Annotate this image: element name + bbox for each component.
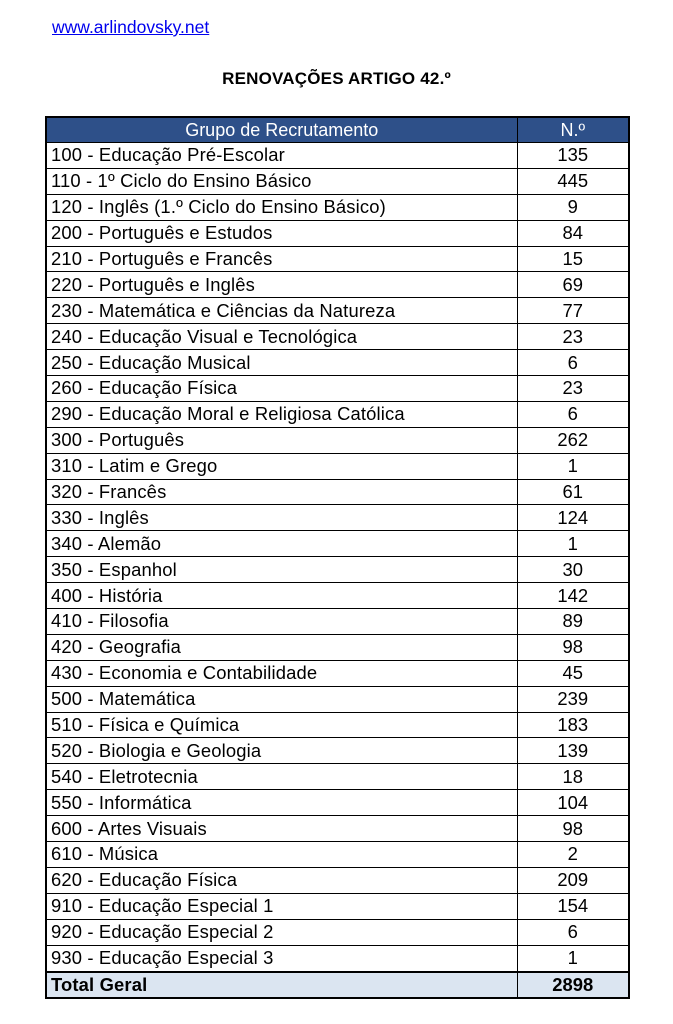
table-row bbox=[46, 194, 629, 220]
table-row bbox=[46, 660, 629, 686]
recruitment-group-cell: 920 - Educação Especial 2 bbox=[46, 919, 517, 945]
table-row bbox=[46, 220, 629, 246]
recruitment-group-cell: 110 - 1º Ciclo do Ensino Básico bbox=[46, 168, 517, 194]
table-row bbox=[46, 427, 629, 453]
table-row bbox=[46, 531, 629, 557]
count-cell: 135 bbox=[517, 143, 629, 169]
count-cell: 98 bbox=[517, 634, 629, 660]
recruitment-group-cell: 320 - Francês bbox=[46, 479, 517, 505]
table-row bbox=[46, 246, 629, 272]
recruitment-group-cell: 910 - Educação Especial 1 bbox=[46, 893, 517, 919]
table-row bbox=[46, 350, 629, 376]
count-cell: 89 bbox=[517, 609, 629, 635]
table-row bbox=[46, 505, 629, 531]
table-row bbox=[46, 479, 629, 505]
count-cell: 84 bbox=[517, 220, 629, 246]
count-cell: 2 bbox=[517, 842, 629, 868]
count-cell: 69 bbox=[517, 272, 629, 298]
count-cell: 104 bbox=[517, 790, 629, 816]
table-row bbox=[46, 272, 629, 298]
table-row bbox=[46, 634, 629, 660]
table-row bbox=[46, 867, 629, 893]
total-count: 2898 bbox=[517, 972, 629, 999]
table-row bbox=[46, 790, 629, 816]
recruitment-group-cell: 230 - Matemática e Ciências da Natureza bbox=[46, 298, 517, 324]
recruitment-group-cell: 200 - Português e Estudos bbox=[46, 220, 517, 246]
table-row bbox=[46, 143, 629, 169]
table-row bbox=[46, 401, 629, 427]
count-cell: 1 bbox=[517, 945, 629, 971]
table-header-row bbox=[46, 117, 629, 143]
count-cell: 45 bbox=[517, 660, 629, 686]
count-cell: 1 bbox=[517, 531, 629, 557]
recruitment-group-cell: 100 - Educação Pré-Escolar bbox=[46, 143, 517, 169]
recruitment-group-cell: 550 - Informática bbox=[46, 790, 517, 816]
total-row bbox=[46, 972, 629, 999]
recruitment-group-cell: 540 - Eletrotecnia bbox=[46, 764, 517, 790]
recruitment-group-cell: 290 - Educação Moral e Religiosa Católica bbox=[46, 401, 517, 427]
count-cell: 6 bbox=[517, 919, 629, 945]
recruitment-group-cell: 330 - Inglês bbox=[46, 505, 517, 531]
recruitment-group-cell: 340 - Alemão bbox=[46, 531, 517, 557]
table-row bbox=[46, 298, 629, 324]
recruitment-group-cell: 260 - Educação Física bbox=[46, 376, 517, 402]
table-row bbox=[46, 583, 629, 609]
recruitment-group-cell: 300 - Português bbox=[46, 427, 517, 453]
count-cell: 154 bbox=[517, 893, 629, 919]
count-cell: 209 bbox=[517, 867, 629, 893]
count-cell: 139 bbox=[517, 738, 629, 764]
recruitment-group-cell: 420 - Geografia bbox=[46, 634, 517, 660]
count-cell: 18 bbox=[517, 764, 629, 790]
table-row bbox=[46, 945, 629, 971]
recruitment-group-cell: 520 - Biologia e Geologia bbox=[46, 738, 517, 764]
recruitment-group-cell: 250 - Educação Musical bbox=[46, 350, 517, 376]
table-row bbox=[46, 557, 629, 583]
count-cell: 239 bbox=[517, 686, 629, 712]
table-row bbox=[46, 324, 629, 350]
count-cell: 23 bbox=[517, 376, 629, 402]
recruitment-group-cell: 600 - Artes Visuais bbox=[46, 816, 517, 842]
table-row bbox=[46, 816, 629, 842]
table-row bbox=[46, 453, 629, 479]
count-cell: 15 bbox=[517, 246, 629, 272]
count-cell: 30 bbox=[517, 557, 629, 583]
count-cell: 183 bbox=[517, 712, 629, 738]
table-row bbox=[46, 168, 629, 194]
recruitment-table bbox=[45, 116, 630, 999]
recruitment-group-cell: 210 - Português e Francês bbox=[46, 246, 517, 272]
table-row bbox=[46, 609, 629, 635]
recruitment-group-cell: 510 - Física e Química bbox=[46, 712, 517, 738]
table-row bbox=[46, 738, 629, 764]
count-cell: 262 bbox=[517, 427, 629, 453]
table-row bbox=[46, 893, 629, 919]
column-header-count: N.º bbox=[517, 117, 629, 143]
recruitment-group-cell: 240 - Educação Visual e Tecnológica bbox=[46, 324, 517, 350]
recruitment-group-cell: 400 - História bbox=[46, 583, 517, 609]
recruitment-group-cell: 350 - Espanhol bbox=[46, 557, 517, 583]
recruitment-group-cell: 310 - Latim e Grego bbox=[46, 453, 517, 479]
page-title: RENOVAÇÕES ARTIGO 42.º bbox=[222, 69, 451, 88]
count-cell: 98 bbox=[517, 816, 629, 842]
recruitment-group-cell: 500 - Matemática bbox=[46, 686, 517, 712]
count-cell: 77 bbox=[517, 298, 629, 324]
recruitment-group-cell: 620 - Educação Física bbox=[46, 867, 517, 893]
count-cell: 445 bbox=[517, 168, 629, 194]
count-cell: 124 bbox=[517, 505, 629, 531]
count-cell: 1 bbox=[517, 453, 629, 479]
column-header-group: Grupo de Recrutamento bbox=[46, 117, 517, 143]
count-cell: 6 bbox=[517, 350, 629, 376]
table-body bbox=[46, 143, 629, 972]
table-row bbox=[46, 686, 629, 712]
table-row bbox=[46, 764, 629, 790]
recruitment-group-cell: 930 - Educação Especial 3 bbox=[46, 945, 517, 971]
total-label: Total Geral bbox=[46, 972, 517, 999]
table-row bbox=[46, 712, 629, 738]
recruitment-group-cell: 410 - Filosofia bbox=[46, 609, 517, 635]
recruitment-group-cell: 610 - Música bbox=[46, 842, 517, 868]
recruitment-group-cell: 220 - Português e Inglês bbox=[46, 272, 517, 298]
count-cell: 6 bbox=[517, 401, 629, 427]
site-link[interactable]: www.arlindovsky.net bbox=[52, 17, 210, 37]
count-cell: 61 bbox=[517, 479, 629, 505]
recruitment-group-cell: 430 - Economia e Contabilidade bbox=[46, 660, 517, 686]
table-row bbox=[46, 842, 629, 868]
recruitment-group-cell: 120 - Inglês (1.º Ciclo do Ensino Básico) bbox=[46, 194, 517, 220]
table-row bbox=[46, 376, 629, 402]
count-cell: 142 bbox=[517, 583, 629, 609]
count-cell: 9 bbox=[517, 194, 629, 220]
table-row bbox=[46, 919, 629, 945]
count-cell: 23 bbox=[517, 324, 629, 350]
